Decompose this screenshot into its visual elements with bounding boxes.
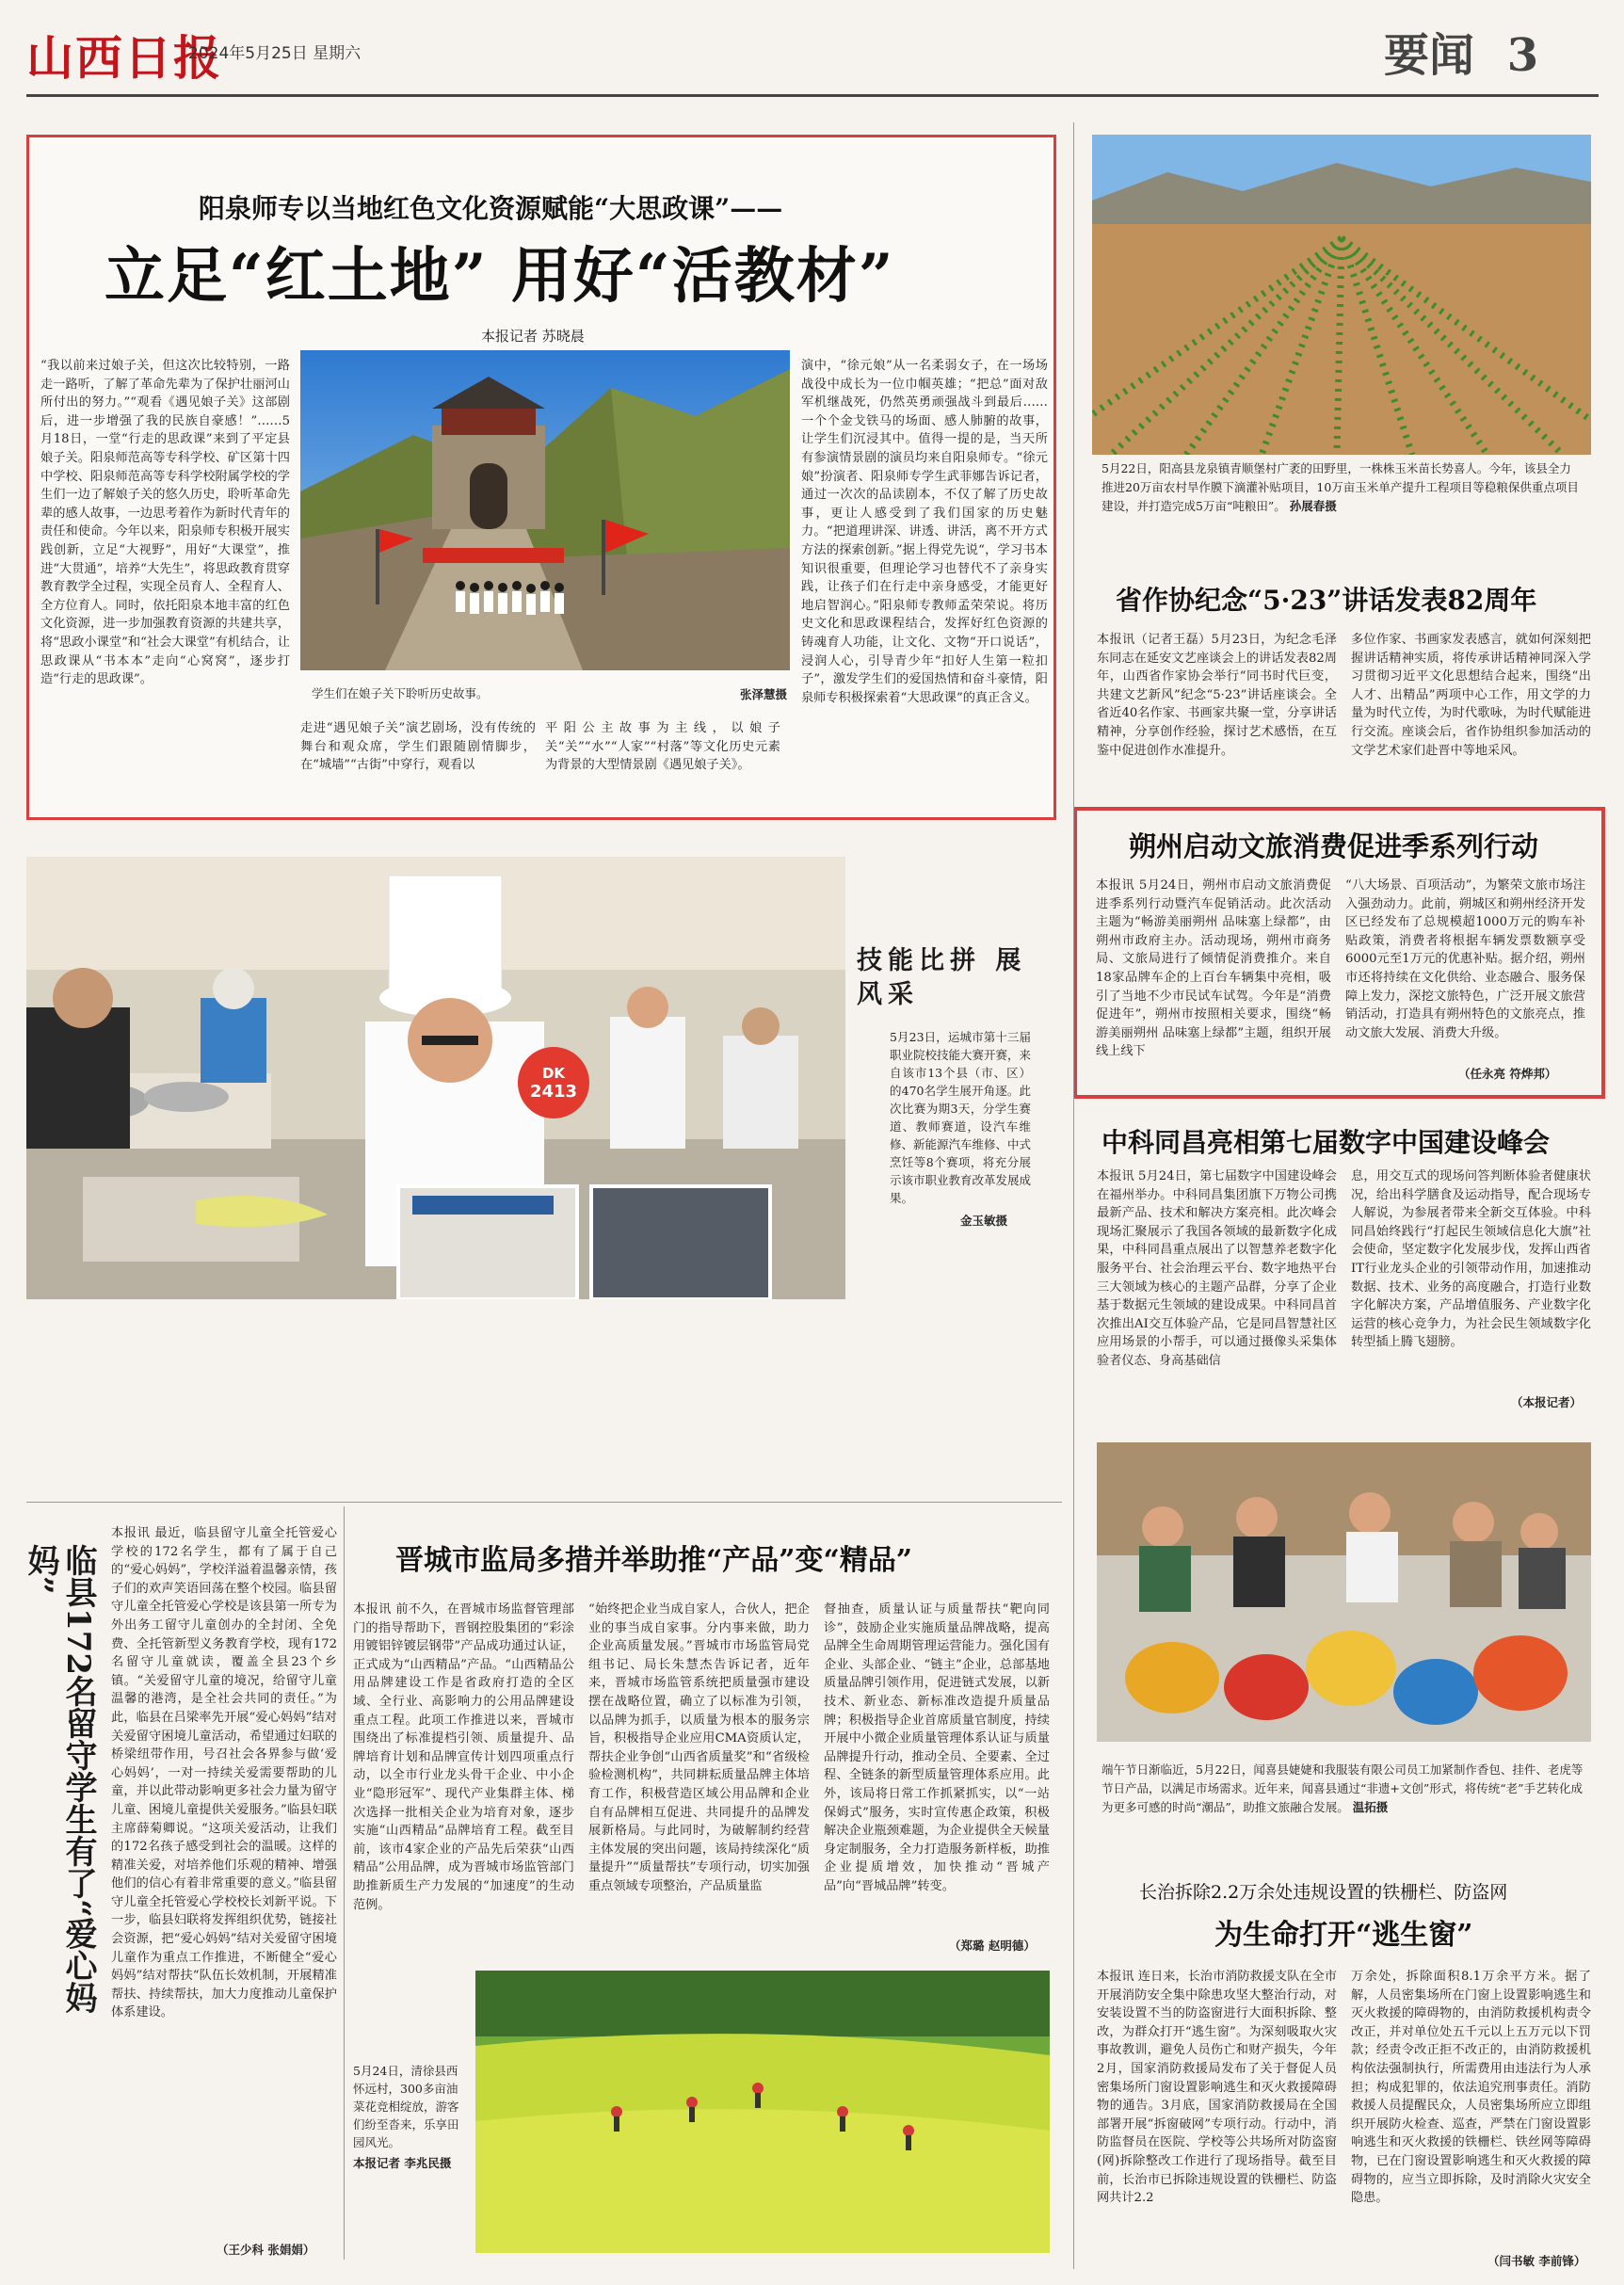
craft-caption-text: 端午节日渐临近，5月22日，闻喜县婕婕和我服装有限公司员工加紧制作香包、挂件、老虎等节日产品，以满足市场需求。近年来，闻喜县通过“非遗+文创”形式，将传统“老”手艺转化成为更多可感的时尚“潮品”，助推文旅融合发展。 bbox=[1101, 1762, 1584, 1814]
skills-title-text: 技能比拼 展风采 bbox=[857, 946, 1027, 1009]
tiger-crafts-illustration bbox=[1097, 1442, 1591, 1742]
cas-headline: 中科同昌亮相第七届数字中国建设峰会 bbox=[1101, 1127, 1551, 1158]
lead-byline: 本报记者 苏晓晨 bbox=[481, 328, 585, 345]
craft-caption-credit: 温拓摄 bbox=[1352, 1800, 1389, 1814]
field-caption-panel bbox=[353, 2062, 466, 2250]
issue-date: 2024年5月25日 星期六 bbox=[188, 44, 362, 63]
changzhi-col-2: 万余处，拆除面积8.1万余平方米。据了解，人员密集场所在门窗上设置影响逃生和灭火救援的障碍物的，由消防救援机构责令改正，并对单位处五千元以上五万元以下罚款；经责令改正拒不改正的，由消防救援机构依法强制执行，所需费用由违法行为人承担；构成犯罪的，依法追究刑事责任。消防救援人员提醒民众，人员密集场所应立即组织开展防火检查、巡查，严禁在门窗设置影响逃生和灭火救援的铁栅栏、铁丝网等障碍物，已在门窗设置影响逃生和灭火救援的障碍物的，应当立即拆除，及时消除火灾安全隐患。 bbox=[1351, 1970, 1591, 2206]
chef-photo bbox=[26, 857, 845, 1299]
flower-field-illustration bbox=[475, 1971, 1050, 2253]
lead-col-4: 演中，“徐元娘”从一名柔弱女子，在一场场战役中成长为一位巾帼英雄；“把总”面对敌军机继战死，仍然英勇顽强战斗到最后……一个个金戈铁马的场面、感人肺腑的故事，让学生们沉浸其中。值得一提的是，当天所有参演情景剧的演员均来自阳泉师专。“徐元娘”扮演者、阳泉师专学生武菲娜告诉记者，通过一次次的品读剧本，不仅了解了历史故事，更让人感受到了我们国家的历史魅力。“把道理讲深、讲透、讲活，离不开方式方法的探索创新。”据上得党先说“，学习书本知识很重要，但理论学习也替代不了亲身实践，让孩子们在行走中亲身感受，才能更好地启智润心。”阳泉师专教师孟荣荣说。将历史文化和思政课程结合，发挥好红色资源的铸魂育人功能，让文化、文物“开口说话”，浸润人心，引导青少年“扣好人生第一粒扣子”，激发学生们的爱国热情和奋斗豪情，阳泉师专积极探索着“大思政课”的真正含义。 bbox=[801, 359, 1048, 705]
craft-caption bbox=[1101, 1761, 1591, 1819]
gate-photo-credit: 张泽慧摄 bbox=[740, 687, 788, 701]
section-divider bbox=[344, 1506, 345, 2260]
jincheng-col-3: 督抽查，质量认证与质量帮扶“靶向同诊”，鼓励企业实施质量品牌战略，提高品牌全生命周期管理运营能力。强化国有企业、头部企业、“链主”企业，总部基地质量品牌引领作用，促进链式发展，以新技术、新业态、新标准改造提升质量品牌；积极指导企业首席质量官制度，持续开展中小微企业质量管理体系认证与质量品牌提升行动，推动全员、全要素、全过程、全链条的新型质量管理体系应用。此外，该局将日常工作抓紧抓实，以“一站保姆式”服务，实时宣传惠企政策，积极解决企业瓶颈难题，为企业提供全天候量身定制服务，全力打造服务新样板，助推企业提质增效，加快推动“晋城产品”向“晋城品牌”转变。 bbox=[824, 1602, 1050, 1893]
field-caption: 5月24日，清徐县西怀远村，300多亩油菜花竞相绽放，游客们纷至沓来，乐享田园风光。 bbox=[353, 2064, 459, 2149]
cas-col-2: 息，用交互式的现场问答判断体验者健康状况，给出科学膳食及运动指导，配合现场专人解说，为参展者带来全新交互体验。中科同昌始终践行“打起民生领域信息化大旗”社会使命，坚定数字化发展步伐，发挥山西省IT行业龙头企业的引领带动作用，加速推动数据、技术、业务的高度融合，打造行业数字化解决方案，产品增值服务、产业数字化运营的核心竞争力，为社会民生领域数字化转型插上腾飞翅膀。 bbox=[1351, 1169, 1591, 1350]
linxian-credit: （王少科 张娟娟） bbox=[217, 2243, 315, 2257]
flower-field-photo bbox=[475, 1971, 1050, 2253]
linxian-text: 本报讯 最近，临县留守儿童全托管爱心学校的172名学生，都有了属于自己的“爱心妈妈”，学校洋溢着温馨亲情，孩子们的欢声笑语回荡在整个校园。临县留守儿童全托管爱心学校是该县第一所专为外出务工留守儿童创办的全封闭、全免费、全托管新型义务教育学校，现有172名留守儿童就读，覆盖全县23个乡镇。“关爱留守儿童的境况，给留守儿童温馨的港湾，是全社会共同的责任。”为此，临县在吕梁率先开展“爱心妈妈”结对关爱留守困境儿童活动，希望通过妇联的桥梁纽带作用，号召社会各界参与做‘爱心妈妈’，一对一持续关爱需要帮助的儿童，并以此带动影响更多社会力量为留守儿童、困境儿童提供关爱服务。”临县妇联主席薛菊卿说。“这项关爱活动，让我们的172名孩子感受到社会的温暖。这样的精准关爱，对培养他们乐观的精神、增强他们的信心有着非常重要的意义。”临县留守儿童全托管爱心学校校长刘新平说。下一步，临县妇联将发挥组织优势，链接社会资源，把“爱心妈妈”结对关爱留守困境儿童作为重点工作推进，不断健全“爱心妈妈”结对帮扶“队伍长效机制，开展精准帮扶、持续帮扶，加大力度推动儿童保护体系建设。 bbox=[111, 1526, 337, 2020]
lead-col-2: 走进“遇见娘子关”演艺剧场，没有传统的舞台和观众席，学生们跟随剧情脚步，在“城墙”“古街”中穿行，观看以 bbox=[300, 721, 536, 773]
section-label bbox=[1384, 19, 1538, 84]
corn-seedlings-illustration bbox=[1092, 135, 1591, 455]
shuozhou-credit: （任永亮 符烨邦） bbox=[1458, 1067, 1557, 1081]
jincheng-col-2: “始终把企业当成自家人，合伙人，把企业的事当成自家事。分内事来做，助力企业高质量发展。”晋城市市场监管局党组书记、局长朱慧杰告诉记者，近年来，晋城市场监管系统把质量强市建设摆在战略位置，确立了以标准为引领，以品牌为抓手，以质量为根本的服务宗旨，积极指导企业应用CMA资质认定，帮扶企业争创“山西省质量奖”和“省级检验检测机构”，共同耕耘质量品牌主体培育工作，积极营造区域公用品牌和企业自有品牌相互促进、共同提升的品牌发展新格局。与此同时，为破解制约经营主体发展的突出问题，该局持续深化“质量提升”“质量帮扶”专项行动，切实加强重点领域专项整治，产品质量监 bbox=[588, 1602, 810, 1893]
craft-photo bbox=[1097, 1442, 1591, 1742]
changzhi-credit: （闫书敏 李前锋） bbox=[1487, 2254, 1586, 2268]
section-divider bbox=[26, 1502, 1062, 1503]
linxian-headline: 临县172名留守学生有了“爱心妈妈” bbox=[22, 1544, 97, 2014]
cas-col-1: 本报讯 5月24日，第七届数字中国建设峰会在福州举办。中科同昌集团旗下万物公司携最新产品、技术和解决方案亮相。此次峰会现场汇聚展示了我国各领域的最新数字化成果，中科同昌重点展出了以智慧养老数字化服务平台、社会治理云平台、数字地热平台三大领域为核心的主题产品群，分享了企业基于数据元生领域的建设成果。中科同昌首次推出AI交互体验产品，它是同昌智慧社区应用场景的小帮手，可以通过摄像头采集体验者仪态、身高基础信 bbox=[1097, 1169, 1337, 1368]
changzhi-headline: 为生命打开“逃生窗” bbox=[1214, 1919, 1473, 1952]
gate-photo-caption: 学生们在娘子关下聆听历史故事。 bbox=[312, 686, 489, 700]
writers-headline: 省作协纪念“5·23”讲话发表82周年 bbox=[1116, 585, 1537, 616]
skills-credit: 金玉敏摄 bbox=[960, 1214, 1008, 1228]
jincheng-credit: （郑璐 赵明德） bbox=[949, 1939, 1036, 1953]
chef-competition-illustration bbox=[26, 857, 845, 1299]
lead-headline: 立足“红土地” 用好“活教材” bbox=[105, 241, 895, 312]
masthead-rule bbox=[26, 94, 1599, 97]
changzhi-col-1: 本报讯 连日来，长治市消防救援支队在全市开展消防安全集中除患攻坚大整治行动，对安装设置不当的防盗窗进行大面积拆除、整改，为群众打开“逃生窗”。为深刻吸取火灾事故教训，避免人员伤亡和财产损失，今年2月，国家消防救援局发布了关于督促人员密集场所门窗设置影响逃生和灭火救援障碍物的通告。3月底，国家消防救援局在全国部署开展“拆窗破网”专项行动。行动中，消防监督员在医院、学校等公共场所对防盗窗(网)拆除整改工作进行了现场指导。截至目前，长治市已拆除违规设置的铁栅栏、防盗网共计2.2 bbox=[1097, 1970, 1337, 2206]
changzhi-kicker: 长治拆除2.2万余处违规设置的铁栅栏、防盗网 bbox=[1139, 1882, 1508, 1903]
writers-col-2: 多位作家、书画家发表感言，就如何深刻把握讲话精神实质，将传承讲话精神同深入学习贯彻习近平文化思想结合起来，围绕“出人才、出精品”两项中心工作，用文学的力量为时代立传，为时代歌咏，为时代赋能进行交流。座谈会后，省作协组织参加活动的文学艺术家们赴晋中等地采风。 bbox=[1351, 633, 1591, 758]
corn-caption-credit: 孙展春摄 bbox=[1289, 499, 1337, 513]
lead-story-box bbox=[26, 135, 1056, 820]
skills-caption: 5月23日，运城市第十三届职业院校技能大赛开赛，来自该市13个县（市、区）的470名学生展开角逐。此次比赛为期3天，分学生赛道、教师赛道，设汽车维修、新能源汽车维修、中式烹饪等8个赛项，将充分展示该市职业教育改革发展成果。 bbox=[890, 1030, 1031, 1205]
jincheng-headline: 晋城市监局多措并举助推“产品”变“精品” bbox=[395, 1544, 913, 1577]
lead-col-3: 平阳公主故事为主线，以娘子关“关”“水”“人家”“村落”等文化历史元素为背景的大型情景剧《遇见娘子关》。 bbox=[545, 721, 780, 773]
writers-col-1: 本报讯（记者王磊）5月23日，为纪念毛泽东同志在延安文艺座谈会上的讲话发表82周年，山西省作家协会举行“同书时代巨变，共建文艺新风”纪念“5·23”讲话座谈会。全省近40名作家、书画家共聚一堂，分享讲话精神，分享创作经验，探讨艺术感悟，在互鉴中促进创作水准提升。 bbox=[1097, 633, 1337, 758]
corn-field-photo bbox=[1092, 135, 1591, 455]
corn-photo-caption bbox=[1101, 459, 1582, 518]
chef-badge-top: DK bbox=[541, 1065, 566, 1082]
cas-credit: （本报记者） bbox=[1511, 1395, 1583, 1409]
page-number: 3 bbox=[1506, 29, 1539, 82]
great-wall-gate-illustration bbox=[300, 350, 790, 670]
field-credit: 本报记者 李兆民摄 bbox=[353, 2156, 452, 2170]
column-divider bbox=[1073, 122, 1074, 2269]
lead-col-1: “我以前来过娘子关，但这次比较特别，一路走一路听，了解了革命先辈为了保护壮丽河山所付出的努力。”“观看《遇见娘子关》这部剧后，进一步增强了我的民族自豪感！”……5月18日，一堂“行走的思政课”来到了平定县娘子关。阳泉师范高等专科学校、矿区第十四中学校、阳泉师范高等专科学校附属学校的学生们一边了解娘子关的悠久历史，聆听革命先辈的感人故事，一边思考着作为新时代青年的责任和使命。今年以来，阳泉师专积极开展实践创新，立足“大视野”，用好“大课堂”，推进“大贯通”，培养“大先生”，将思政教育贯穿教育教学全过程，实现全员育人、全程育人、全方位育人。同时，依托阳泉本地丰富的红色文化资源，进一步加强教育资源的共建共享，将“思政小课堂”和“社会大课堂”有机结合，让思政课从“书本本”走向“心窝窝”，逐步打造“行走的思政课”。 bbox=[40, 359, 290, 687]
corn-caption-text: 5月22日，阳高县龙泉镇青顺堡村广袤的田野里，一株株玉米苗长势喜人。今年，该县全力推进20万亩农村旱作膜下滴灌补贴项目，10万亩玉米单产提升工程项目等稳粮保供重点项目建设，并打造完成5万亩“吨粮田”。 bbox=[1101, 461, 1579, 513]
shuozhou-col-1: 本报讯 5月24日，朔州市启动文旅消费促进季系列行动暨汽车促销活动。此次活动主题为“畅游美丽朔州 品味塞上绿都”，由朔州市政府主办。活动现场，朔州市商务局、文旅局进行了倾情促消费推介。来自18家品牌车企的上百台车辆集中亮相，吸引了当地不少市民试车试驾。今年是“消费促进年”，朔州市按照相关要求，围绕“畅游美丽朔州 品味塞上绿都”主题，组织开展线上线下 bbox=[1096, 878, 1331, 1059]
section-name: 要闻 bbox=[1384, 29, 1475, 82]
shuozhou-col-2: “八大场景、百项活动”，为繁荣文旅市场注入强劲动力。此前，朔城区和朔州经济开发区已经发布了总规模超1000万元的购车补贴政策，消费者将根据车辆发票数额享受6000元至1万元的优惠补贴。据介绍，朔州市还将持续在文化供给、业态融合、服务保障上发力，深挖文旅特色，广泛开展文旅营销活动，打造具有朔州特色的文旅亮点，推动文旅大发展、消费大升级。 bbox=[1345, 878, 1585, 1040]
shuozhou-headline: 朔州启动文旅消费促进季系列行动 bbox=[1129, 830, 1539, 862]
lead-kicker: 阳泉师专以当地红色文化资源赋能“大思政课”—— bbox=[199, 193, 783, 224]
skills-title bbox=[857, 944, 1045, 1012]
jincheng-col-1: 本报讯 前不久，在晋城市场监督管理部门的指导帮助下，晋钢控股集团的“彩涂用镀铝锌镀层钢带”产品成功通过认证，正式成为“山西精品”产品。“山西精品公用品牌建设工作是省政府打造的全区域、全行业、高影响力的公用品牌建设重点工程。此项工作推进以来，晋城市围绕出了标准提档引领、质量提升、品牌培育计划和品牌宣传计划四项重点行动，以全市行业龙头骨干企业、中小企业“隐形冠军”、现代产业集群主体、梯次选择一批相关企业为培育对象，逐步实施“山西精品”品牌培育工程。截至目前，该市4家企业的产品先后荣获“山西精品”公用品牌，成为晋城市场监管部门助推新质生产力发展的“加速度”的生动范例。 bbox=[353, 1602, 574, 1912]
chef-badge-bottom: 2413 bbox=[529, 1082, 578, 1102]
newspaper-logo: 山西日报 bbox=[26, 30, 222, 86]
gate-photo bbox=[300, 350, 790, 670]
shuozhou-story-box bbox=[1073, 807, 1605, 1099]
